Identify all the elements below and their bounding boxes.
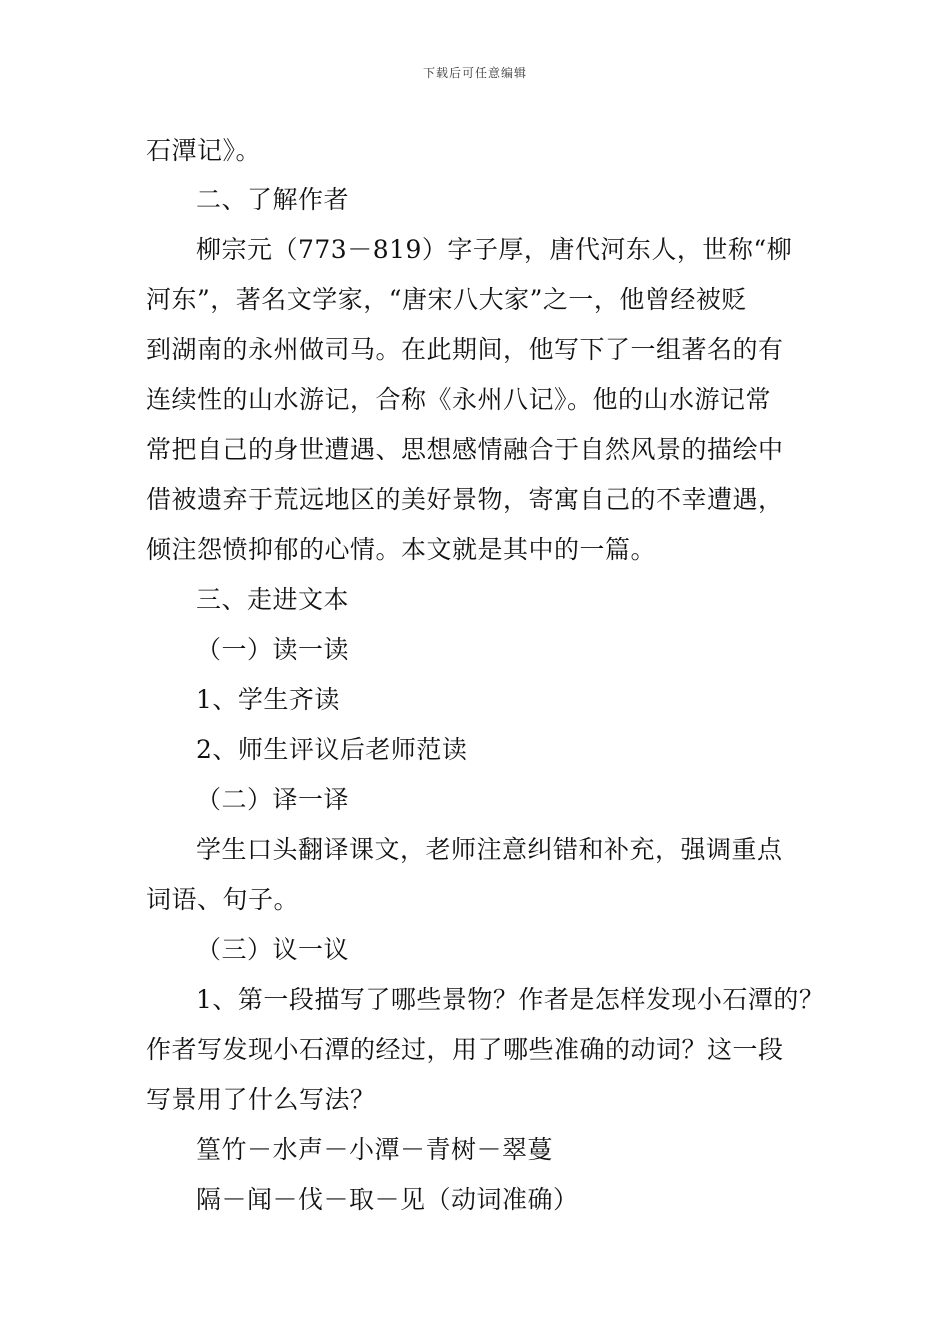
text-line: 学生口头翻译课文，老师注意纠错和补充，强调重点 xyxy=(196,835,783,864)
text-line: 连续性的山水游记，合称《永州八记》。他的山水游记常 xyxy=(146,385,772,414)
section-heading: 三、走进文本 xyxy=(196,585,350,614)
text-line: 柳宗元（773－819）字子厚，唐代河东人，世称“柳 xyxy=(196,235,793,264)
text-line: 词语、句子。 xyxy=(146,885,300,914)
subsection-heading: （三）议一议 xyxy=(196,935,350,964)
text-line: 篁竹－水声－小潭－青树－翠蔓 xyxy=(196,1135,554,1164)
text-line: 作者写发现小石潭的经过，用了哪些准确的动词？这一段 xyxy=(146,1035,784,1064)
subsection-heading: （一）读一读 xyxy=(196,635,350,664)
subsection-heading: （二）译一译 xyxy=(196,785,350,814)
text-line: 倾注怨愤抑郁的心情。本文就是其中的一篇。 xyxy=(146,535,657,564)
text-line: 石潭记》。 xyxy=(146,136,262,165)
text-line: 1、学生齐读 xyxy=(196,685,340,714)
text-line: 2、师生评议后老师范读 xyxy=(196,735,468,764)
text-line: 隔－闻－伐－取－见（动词准确） xyxy=(196,1185,579,1214)
text-line: 河东”，著名文学家，“唐宋八大家”之一，他曾经被贬 xyxy=(146,285,747,314)
text-line: 写景用了什么写法？ xyxy=(146,1085,376,1114)
text-line: 常把自己的身世遭遇、思想感情融合于自然风景的描绘中 xyxy=(146,435,784,464)
section-heading: 二、了解作者 xyxy=(196,185,350,214)
text-line: 到湖南的永州做司马。在此期间，他写下了一组著名的有 xyxy=(146,335,784,364)
text-line: 1、第一段描写了哪些景物？作者是怎样发现小石潭的？ xyxy=(196,985,825,1014)
page-header: 下载后可任意编辑 xyxy=(422,66,527,80)
text-line: 借被遗弃于荒远地区的美好景物，寄寓自己的不幸遭遇， xyxy=(146,485,784,514)
